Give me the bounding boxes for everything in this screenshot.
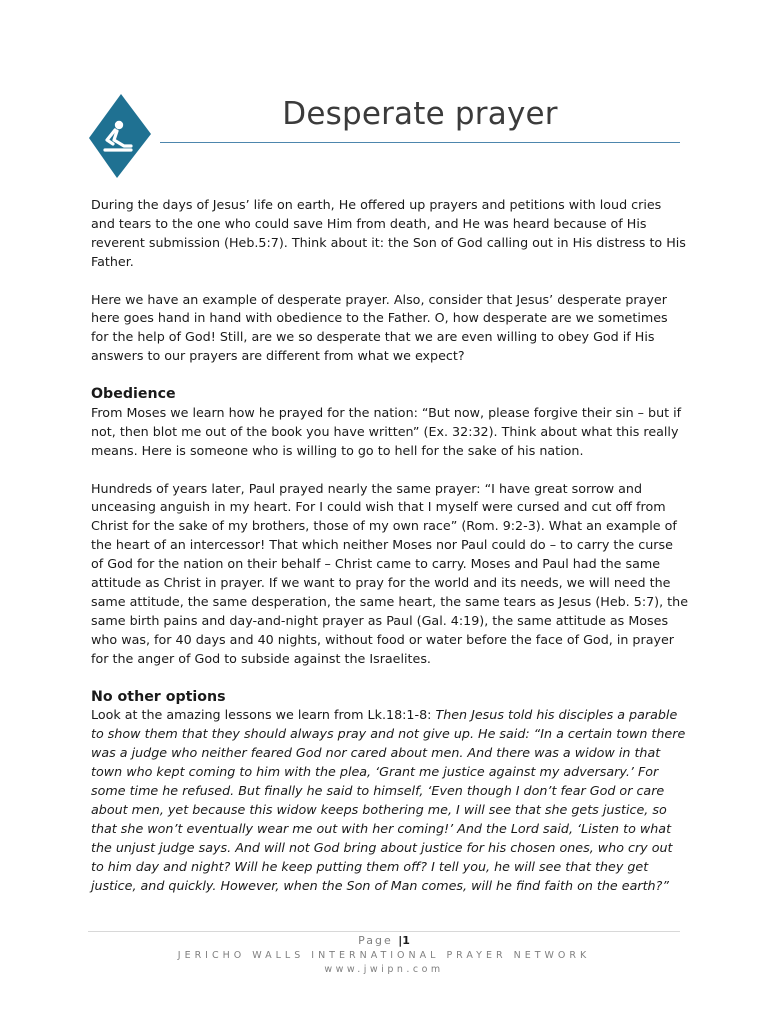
- page-number-line: [88, 934, 680, 948]
- praying-figure-logo-icon: [87, 92, 153, 180]
- page-separator: |: [398, 934, 403, 947]
- page-footer: [88, 934, 680, 977]
- intro-paragraph-2: Here we have an example of desperate prayer. Also, consider that Jesus’ desperate prayer here goes hand in hand with obedience to the Father. O, how desperate are we sometimes for the help of God! Still, are we so desperate that we are even willing to obey God if His answers to our prayers are different from what we expect?: [91, 291, 668, 364]
- organization-name: JERICHO WALLS INTERNATIONAL PRAYER NETWORK: [177, 950, 591, 961]
- obedience-paragraph-2: Hundreds of years later, Paul prayed nearly the same prayer: “I have great sorrow and unceasing anguish in my heart. For I could wish that I myself were cursed and cut off from Christ for the sake of my brothers, those of my own race” (Rom. 9:2-3). What an example of the heart of an intercessor! That which neither Moses nor Paul could do – to carry the curse of God for the nation on their behalf – Christ came to carry. Moses and Paul had the same attitude as Christ in prayer. If we want to pray for the world and its needs, we will need the same attitude, the same desperation, the same heart, the same tears as Jesus (Heb. 5:7), the same birth pains and day-and-night prayer as Paul (Gal. 4:19), the same attitude as Moses who was, for 40 days and 40 nights, without food or water before the face of God, in prayer for the anger of God to subside against the Israelites.: [91, 480, 689, 666]
- intro-paragraph-1: During the days of Jesus’ life on earth, He offered up prayers and petitions with loud cries and tears to the one who could save Him from death, and He was heard because of His reverent submission (Heb.5:7). Think about it: the Son of God calling out in His distress to His Father.: [91, 197, 686, 269]
- website-url: www.jwipn.com: [324, 964, 444, 975]
- section-heading-no-other-options: No other options: [91, 688, 226, 705]
- obedience-paragraph-1: From Moses we learn how he prayed for the nation: “But now, please forgive their sin – but if not, then blot me out of the book you have written” (Ex. 32:32). Think about what this really means. Here is someone who is willing to go to hell for the sake of his nation.: [91, 404, 682, 458]
- page-label: Page: [358, 934, 393, 947]
- document-body: [91, 196, 689, 914]
- title-divider: [160, 142, 680, 143]
- options-paragraph: [91, 706, 689, 895]
- section-heading-obedience: Obedience: [91, 386, 176, 403]
- parable-quote: Then Jesus told his disciples a parable to show them that they should always pray and not give up. He said: “In a certain town there was a judge who neither feared God nor cared about men. And there was a widow in that town who kept coming to him with the plea, ‘Grant me justice against my adversary.’ For some time he refused. But finally he said to himself, ‘Even though I don’t fear God or care about men, yet because this widow keeps bothering me, I will see that she gets justice, so that she won’t eventually wear me out with her coming!’ And the Lord said, ‘Listen to what the unjust judge says. And will not God bring about justice for his chosen ones, who cry out to him day and night? Will he keep putting them off? I tell you, he will see that they get justice, and quickly. However, when the Son of Man comes, will he find faith on the earth?”: [91, 707, 686, 893]
- page-number: 1: [402, 934, 410, 947]
- page-title: Desperate prayer: [282, 96, 558, 132]
- footer-divider: [88, 931, 680, 932]
- options-lead-text: Look at the amazing lessons we learn from Lk.18:1-8:: [91, 707, 436, 723]
